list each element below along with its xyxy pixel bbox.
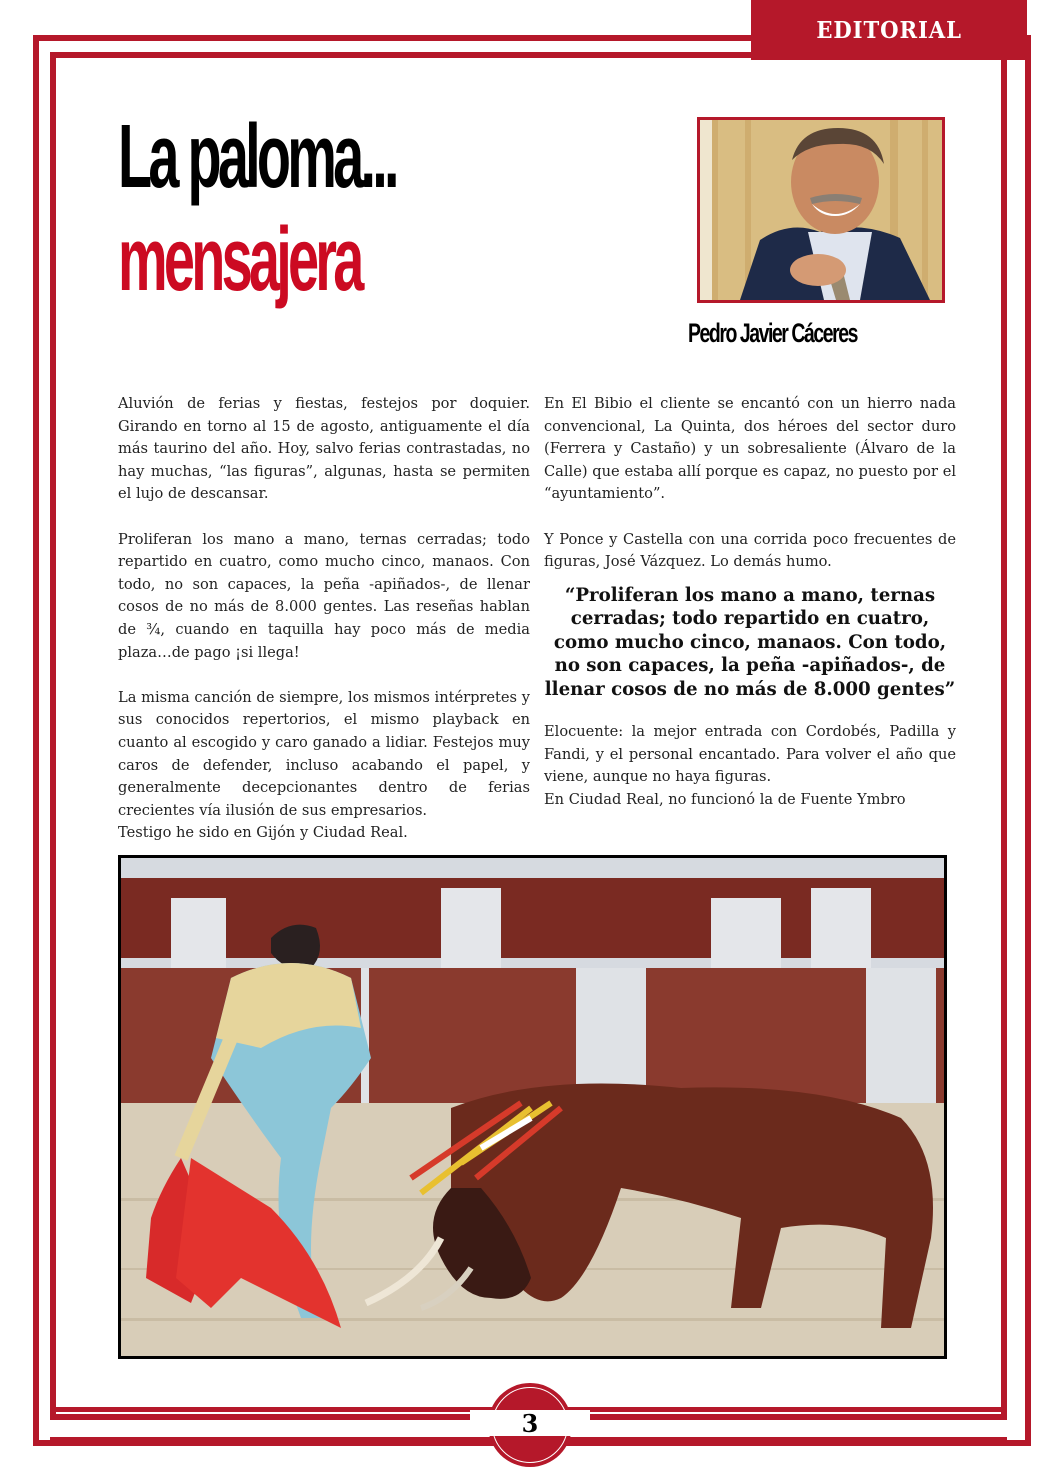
bullfight-illustration (121, 858, 944, 1356)
section-tab (751, 0, 1027, 60)
author-portrait (697, 117, 945, 303)
section-label: EDITORIAL (816, 16, 962, 44)
headline-line-2: mensajera (118, 210, 361, 310)
paragraph: Elocuente: la mejor entrada con Cordobés, Padilla y Fandi, y el personal encantado. Para volver el año que viene, aunque no haya figuras. (544, 723, 956, 786)
pull-quote: “Proliferan los mano a mano, ternas cerradas; todo repartido en cuatro, como mucho cinco, manaos. Con todo, no son capaces, la peña -apiñados-, de llenar cosos de no más de 8.000 gentes” (544, 584, 956, 700)
headline-line-1: La paloma... (118, 107, 396, 207)
article-column-left (118, 393, 530, 845)
article-column-right (544, 393, 956, 812)
paragraph: Y Ponce y Castella con una corrida poco frecuentes de figuras, José Vázquez. Lo demás humo. (544, 530, 956, 571)
page-number: 3 (521, 1408, 539, 1438)
page-number-band (470, 1410, 590, 1436)
paragraph: Testigo he sido en Gijón y Ciudad Real. (118, 824, 408, 842)
paragraph: En El Bibio el cliente se encantó con un hierro nada convencional, La Quinta, dos héroes del sector duro (Ferrera y Castaño) y un sobresaliente (Álvaro de la Calle) que estaba allí porque es capaz, no puesto por el “ayuntamiento”. (544, 395, 956, 503)
paragraph: Aluvión de ferias y fiestas, festejos por doquier. Girando en torno al 15 de agosto, antiguamente el día más taurino del año. Hoy, salvo ferias contrastadas, no hay muchas, “las figuras”, algunas, hasta se permiten el lujo de descansar. (118, 395, 530, 503)
bullfight-photo (118, 855, 947, 1359)
paragraph: En Ciudad Real, no funcionó la de Fuente Ymbro (544, 791, 906, 809)
paragraph: La misma canción de siempre, los mismos intérpretes y sus conocidos repertorios, el mismo playback en cuanto al escogido y caro ganado a lidiar. Festejos muy caros de defender, incluso acabando el papel, y generalmente decepcionantes dentro de ferias crecientes vía ilusión de sus empresarios. (118, 688, 530, 819)
paragraph: Proliferan los mano a mano, ternas cerradas; todo repartido en cuatro, como mucho cinco, manaos. Con todo, no son capaces, la peña -apiñados-, de llenar cosos de no más de 8.000 gentes. Las reseñas hablan de ¾, cuando en taquilla hay poco más de media plaza…de pago ¡si llega! (118, 530, 530, 661)
author-portrait-image (700, 120, 942, 300)
author-name: Pedro Javier Cáceres (688, 318, 857, 348)
